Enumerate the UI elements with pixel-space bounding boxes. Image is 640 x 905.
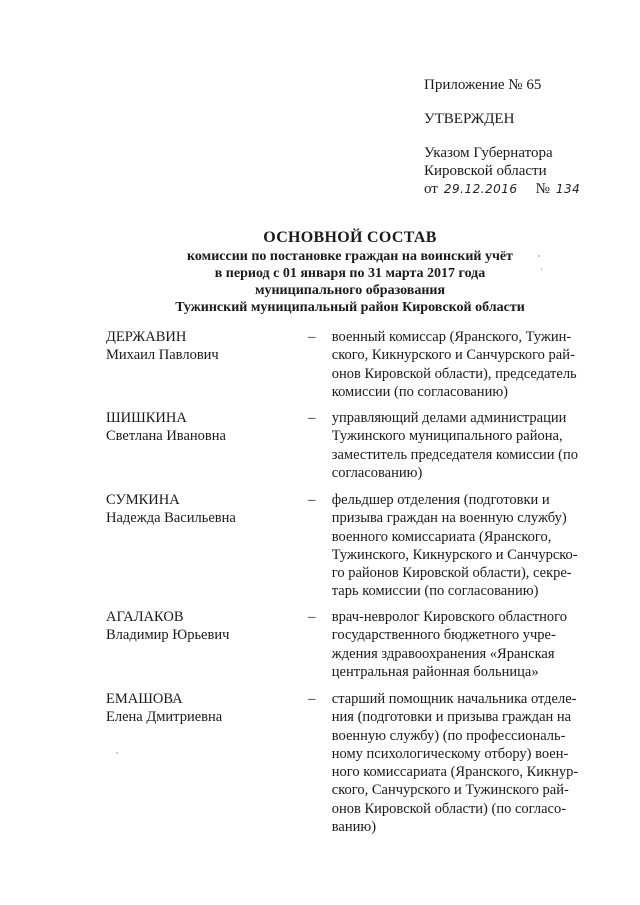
description-line: ванию) [331,819,377,836]
member-name [106,608,308,644]
description-line: старший помощник начальника отделе- [331,691,577,707]
member-given-names: Надежда Васильевна [106,510,236,526]
member-description [332,409,596,482]
description-line: центральная районная больница» [331,663,539,680]
decree-line-1: Указом Губернатора [424,145,553,161]
handwritten-number: 134 [555,182,581,196]
description-line: военного комиссариата (Яранского, [331,528,552,545]
scan-speck [541,268,542,271]
member-surname: ДЕРЖАВИН [106,329,187,345]
document-title [110,228,590,316]
member-surname: СУМКИНА [106,492,180,508]
title-line: в период с 01 января по 31 марта 2017 года [214,266,486,281]
description-line: ния (подготовки и призыва граждан на [331,709,572,726]
member-entry [106,409,596,491]
dash-separator: – [308,492,316,508]
member-given-names: Владимир Юрьевич [106,627,230,643]
member-description [332,690,596,836]
description-line: онов Кировской области), председатель [331,365,577,382]
description-line: комиссии (по согласованию) [331,383,508,400]
member-name [106,409,308,445]
member-surname: ШИШКИНА [106,410,187,426]
number-prefix: № [535,181,550,197]
members-list [106,328,596,836]
decree-line-2: Кировской области [424,163,547,179]
description-line: ного комиссариата (Яранского, Кикнур- [331,764,579,781]
member-entry [106,491,596,608]
description-line: ского, Санчурского и Тужинского рай- [331,782,569,799]
member-entry [106,328,596,409]
handwritten-date: 29.12.2016 [443,182,518,196]
description-line: военную службу) (по профессиональ- [331,727,566,744]
member-name [106,690,308,726]
description-line: Тужинского, Кикнурского и Санчурско- [331,546,578,563]
description-line: согласованию) [331,464,423,481]
description-line: Тужинского муниципального района, [331,428,563,445]
description-line: ского, Кикнурского и Санчурского рай- [331,347,575,364]
dash-separator: – [308,609,316,625]
decree-date-line [424,180,624,198]
approved-label: УТВЕРЖДЕН [424,111,515,127]
member-description [332,328,596,401]
member-entry [106,608,596,690]
member-description [332,491,596,601]
dash-separator: – [308,329,316,345]
description-line: военный комиссар (Яранского, Тужин- [331,329,572,345]
description-line: управляющий делами администрации [331,410,567,426]
member-entry [106,690,596,836]
member-surname: ЕМАШОВА [106,691,183,707]
date-prefix: от [424,181,438,197]
member-description [332,608,596,681]
description-line: го районов Кировской области), секре- [331,565,572,582]
description-line: тарь комиссии (по согласованию) [331,583,539,600]
scan-speck [538,255,540,257]
approval-stamp [424,76,624,198]
description-line: заместитель председателя комиссии (по [331,446,578,463]
dash-separator: – [308,691,316,707]
title-main: ОСНОВНОЙ СОСТАВ [263,229,437,246]
member-given-names: Светлана Ивановна [106,428,226,444]
description-line: онов Кировской области) (по согласо- [331,800,567,817]
member-given-names: Михаил Павлович [106,347,219,363]
member-name [106,491,308,527]
member-surname: АГАЛАКОВ [106,609,184,625]
title-line: комиссии по постановке граждан на воинский учёт [187,249,513,264]
description-line: ждения здравоохранения «Яранская [331,645,555,662]
description-line: государственного бюджетного учре- [331,627,556,644]
appendix-number: Приложение № 65 [424,77,542,93]
description-line: врач-невролог Кировского областного [331,609,567,625]
member-name [106,328,308,364]
title-line: муниципального образования [254,283,446,298]
description-line: фельдшер отделения (подготовки и [331,492,550,508]
member-given-names: Елена Дмитриевна [106,709,223,725]
description-line: призыва граждан на военную службу) [331,510,567,527]
title-line: Тужинский муниципальный район Кировской области [175,300,525,315]
scan-speck [116,752,118,754]
dash-separator: – [308,410,316,426]
description-line: ному психологическому отбору) воен- [331,745,569,762]
